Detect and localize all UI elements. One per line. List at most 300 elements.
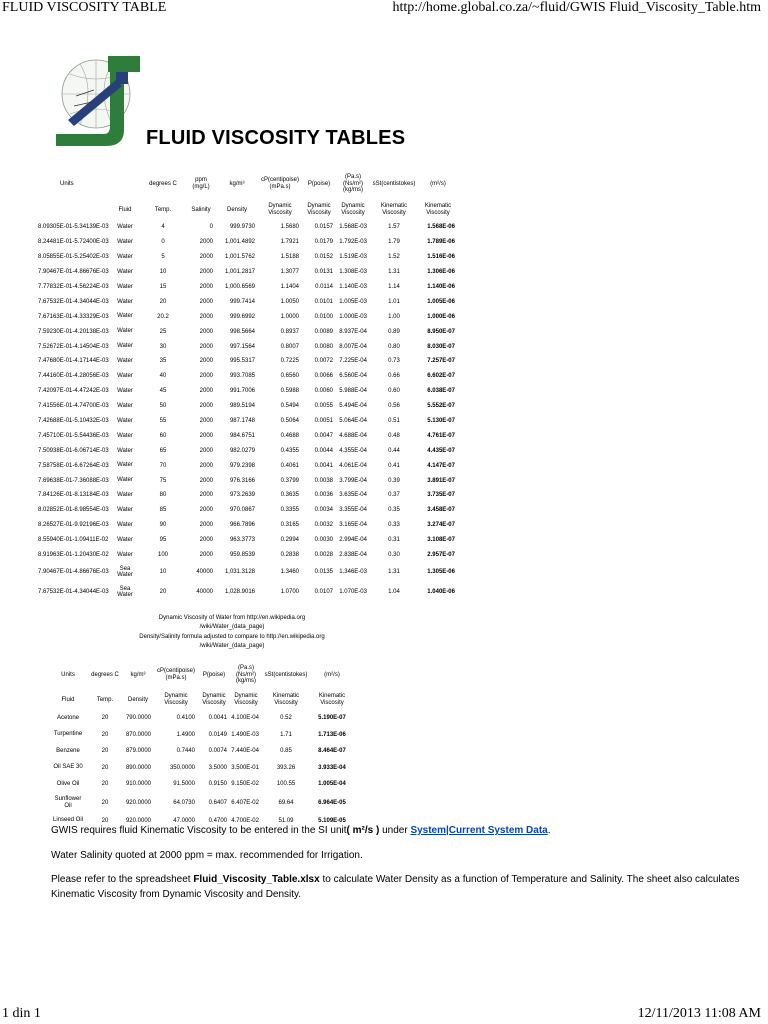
- table-cell: Olive Oil: [56, 780, 80, 787]
- table-cell: 1.57: [388, 224, 400, 231]
- table-cell: 0.3355: [280, 507, 299, 514]
- table-cell: 2000: [199, 403, 213, 410]
- table-cell: Sea Water: [117, 565, 133, 579]
- table-cell: 991.7006: [229, 388, 255, 395]
- table-cell: 0.80: [388, 343, 400, 350]
- table-cell: 2000: [199, 552, 213, 559]
- col-header: P(poise): [307, 180, 331, 187]
- col-header: Temp.: [154, 206, 172, 213]
- table-row: [48, 760, 354, 777]
- print-header: [0, 0, 768, 20]
- table-cell: 4.355E-04: [339, 447, 367, 454]
- table-cell: 0.8007: [280, 343, 299, 350]
- table-cell: 2000: [199, 432, 213, 439]
- table-cell: 5.988E-04: [339, 388, 367, 395]
- table-cell: Sunflower Oil: [54, 795, 82, 809]
- para-text: GWIS requires fluid Kinematic Viscosity to be entered in the SI unit: [51, 825, 347, 836]
- table-cell: Water: [117, 462, 133, 469]
- table-cell: 3.799E-04: [339, 477, 367, 484]
- water-viscosity-table: [38, 168, 458, 602]
- table-cell: 2000: [199, 477, 213, 484]
- si-unit-paragraph: [51, 823, 751, 838]
- table-cell: 7.52672E-01-4.14504E-03: [38, 343, 109, 350]
- table-cell: 0.0051: [314, 418, 333, 425]
- table-cell: 0: [161, 239, 165, 246]
- table-cell: 8.030E-07: [427, 343, 455, 350]
- table-cell: 970.0867: [229, 507, 255, 514]
- table-row: [38, 265, 458, 280]
- table-cell: 2000: [199, 418, 213, 425]
- table-cell: 20: [101, 817, 109, 824]
- table-cell: 20: [101, 781, 109, 788]
- table-cell: 0.0131: [314, 269, 333, 276]
- table-cell: 0.0080: [314, 343, 333, 350]
- table-cell: 979.2398: [229, 462, 255, 469]
- table-cell: 1.04: [388, 589, 400, 596]
- table-cell: 959.8539: [229, 552, 255, 559]
- table-row: [48, 793, 354, 813]
- table-row: [38, 582, 458, 602]
- col-header: cP(centipoise) (mPa.s): [260, 177, 299, 190]
- col-header: Fluid: [118, 206, 132, 213]
- table-cell: 0: [209, 224, 213, 231]
- table-cell: 4.100E-04: [231, 715, 259, 722]
- table-row: [38, 339, 458, 354]
- table-cell: 0.0157: [314, 224, 333, 231]
- table-row: [48, 727, 354, 744]
- table-cell: 1.346E-03: [339, 569, 367, 576]
- table-cell: 0.0032: [314, 522, 333, 529]
- col-header: Temp.: [96, 696, 114, 703]
- table-cell: 0.41: [388, 462, 400, 469]
- table-cell: 20: [101, 748, 109, 755]
- table-cell: 5.064E-04: [339, 418, 367, 425]
- fluids-viscosity-table: [48, 660, 354, 829]
- table-cell: Water: [117, 328, 133, 335]
- table-cell: 2000: [199, 358, 213, 365]
- table-cell: 40000: [196, 589, 213, 596]
- table-cell: 1.005E-06: [427, 298, 455, 305]
- table-cell: 2.957E-07: [427, 552, 455, 559]
- table-cell: 6.407E-02: [231, 799, 259, 806]
- table-cell: 7.47680E-01-4.17144E-03: [38, 358, 109, 365]
- table-cell: 3.5000: [208, 764, 227, 771]
- table-cell: 8.007E-04: [339, 343, 367, 350]
- col-header: (Pa.s) (Ns/m²) (kg/ms): [343, 173, 363, 194]
- table-cell: 0.0089: [314, 328, 333, 335]
- table-cell: 7.50938E-01-6.06714E-03: [38, 447, 109, 454]
- table-cell: 0.66: [388, 373, 400, 380]
- table-cell: Water: [117, 477, 133, 484]
- table-cell: 2.838E-04: [339, 552, 367, 559]
- table-cell: 0.35: [388, 507, 400, 514]
- units-header: Units: [60, 180, 74, 187]
- table-cell: 0.5988: [280, 388, 299, 395]
- table-cell: 989.5194: [229, 403, 255, 410]
- table-cell: 4.435E-07: [427, 447, 455, 454]
- table-cell: 0.48: [388, 432, 400, 439]
- table-cell: 2000: [199, 284, 213, 290]
- table-cell: Water: [117, 387, 133, 394]
- table-cell: 0.85: [280, 748, 292, 755]
- label-row: [48, 690, 354, 710]
- table-cell: 0.37: [388, 492, 400, 499]
- note-line: /wiki/Water_(data_page): [199, 624, 265, 631]
- table-cell: 4.700E-02: [231, 817, 259, 824]
- col-header: Dynamic Viscosity: [268, 203, 292, 216]
- table-cell: 1.040E-06: [427, 589, 455, 596]
- table-cell: 4.761E-07: [427, 432, 455, 439]
- table-cell: 1,001.4892: [224, 239, 255, 246]
- table-cell: 963.3773: [229, 537, 255, 544]
- table-cell: 0.52: [280, 715, 292, 722]
- col-header: (Pa.s) (Ns/m²) (kg/ms): [236, 664, 256, 685]
- table-cell: 910.0000: [125, 781, 151, 788]
- table-cell: 15: [159, 284, 167, 290]
- table-cell: Water: [117, 551, 133, 558]
- table-cell: 100.55: [276, 781, 296, 788]
- table-cell: 8.91963E-01-1.20430E-02: [38, 552, 109, 559]
- table-row: [38, 309, 458, 324]
- table-cell: 3.735E-07: [427, 492, 455, 499]
- table-cell: 7.58758E-01-6.67264E-03: [38, 462, 109, 469]
- col-header: Density: [127, 696, 148, 703]
- table-cell: 1.01: [388, 298, 400, 305]
- table-cell: 1.005E-03: [339, 298, 367, 305]
- table-cell: Water: [117, 521, 133, 528]
- table-cell: 8.02852E-01-8.98554E-03: [38, 507, 109, 514]
- salinity-paragraph: Water Salinity quoted at 2000 ppm = max. recommended for Irrigation.: [51, 850, 363, 861]
- table-cell: 973.2639: [229, 492, 255, 499]
- table-cell: 5: [161, 254, 165, 261]
- units-row: [48, 660, 354, 690]
- table-row: [38, 458, 458, 473]
- table-cell: Water: [117, 402, 133, 409]
- table-cell: 0.31: [388, 537, 400, 544]
- table-row: [38, 250, 458, 265]
- table-cell: 0.0135: [314, 569, 333, 576]
- table-cell: Water: [117, 343, 133, 350]
- table-cell: 4.147E-07: [427, 462, 455, 469]
- table-row: [38, 399, 458, 414]
- table-cell: Oil SAE 30: [53, 764, 83, 771]
- table-cell: 999.7414: [229, 298, 255, 305]
- table-cell: 70: [159, 462, 167, 469]
- table-cell: 5.552E-07: [427, 403, 455, 410]
- table-cell: 0.39: [388, 477, 400, 484]
- table-cell: Water: [117, 253, 133, 260]
- table-cell: 0.0034: [314, 507, 333, 514]
- col-header: P(poise): [202, 671, 226, 678]
- table-cell: 7.69638E-01-7.36088E-03: [38, 477, 109, 484]
- table-cell: 8.09305E-01-5.34139E-03: [38, 224, 109, 231]
- table-cell: 0.0152: [314, 254, 333, 261]
- col-header: Units: [61, 671, 75, 678]
- table-cell: 1.005E-04: [318, 781, 346, 788]
- table-cell: 0.7440: [176, 748, 195, 755]
- table-cell: 2.994E-04: [339, 537, 367, 544]
- table-cell: 20: [101, 715, 109, 722]
- table-cell: 3.458E-07: [427, 507, 455, 514]
- table-cell: 8.26527E-01-9.92196E-03: [38, 522, 109, 529]
- note-line: Dynamic Viscosity of Water from http://en.wikipedia.org: [158, 615, 306, 621]
- table-cell: 1.792E-03: [339, 239, 367, 246]
- table-cell: 20: [159, 298, 167, 305]
- table-cell: Water: [117, 239, 133, 246]
- table-cell: 64.0730: [173, 799, 195, 806]
- table-cell: 890.0000: [125, 764, 151, 771]
- table-cell: 30: [159, 343, 167, 350]
- table-cell: Water: [117, 283, 133, 290]
- table-cell: 2000: [199, 343, 213, 350]
- table-cell: 20.2: [157, 313, 169, 320]
- col-header: degrees C: [91, 671, 119, 678]
- table-cell: 4.061E-04: [339, 462, 367, 469]
- table-cell: Water: [117, 447, 133, 454]
- table-cell: 0.0074: [208, 748, 227, 755]
- table-cell: 1.5188: [280, 254, 299, 261]
- units-row: [38, 168, 458, 200]
- table-cell: 2000: [199, 522, 213, 529]
- table-cell: 0.4061: [280, 462, 299, 469]
- table-cell: 0.2994: [280, 537, 299, 544]
- table-cell: 0.0100: [314, 313, 333, 320]
- table-row: [38, 280, 458, 295]
- table-cell: 1.0000: [280, 313, 299, 320]
- table-cell: 1.7921: [280, 239, 299, 246]
- col-header: Kinematic Viscosity: [318, 693, 346, 706]
- table-cell: 95: [159, 537, 167, 544]
- para-text: to calculate Water Density as a function of Temperature and Salinity. The sheet also calculates Kinematic Viscosity from Dynamic Viscosity and Density.: [51, 874, 740, 900]
- table-cell: 100: [157, 552, 168, 559]
- table-cell: 0.73: [388, 358, 400, 365]
- table-cell: 0.0036: [314, 492, 333, 499]
- table-cell: 7.41556E-01-4.74700E-03: [38, 403, 109, 410]
- table-cell: 40000: [196, 569, 213, 576]
- col-header: kg/m³: [229, 180, 245, 187]
- col-header: Dynamic Viscosity: [307, 203, 331, 216]
- table-cell: 0.0072: [314, 358, 333, 365]
- table-cell: 35: [159, 358, 167, 365]
- table-cell: 6.560E-04: [339, 373, 367, 380]
- table-cell: 7.45710E-01-5.54436E-03: [38, 432, 109, 439]
- table-cell: 51.09: [278, 817, 294, 824]
- table-cell: 90: [159, 522, 167, 529]
- col-header: cP(centipoise) (mPa.s): [156, 668, 195, 681]
- table-cell: 3.274E-07: [427, 522, 455, 529]
- system-data-link[interactable]: System|Current System Data: [410, 825, 548, 836]
- table-cell: 10: [159, 569, 167, 576]
- table-row: [38, 473, 458, 488]
- table-row: [38, 384, 458, 399]
- col-header: Fluid: [61, 696, 75, 703]
- spreadsheet-filename: Fluid_Viscosity_Table.xlsx: [193, 874, 320, 885]
- table-cell: 1.490E-03: [231, 731, 259, 738]
- table-cell: 995.5317: [229, 358, 255, 365]
- table-cell: 3.891E-07: [427, 477, 455, 484]
- table-cell: 8.05855E-01-5.25402E-03: [38, 254, 109, 261]
- table-cell: 1.31: [388, 569, 400, 576]
- table-cell: 0.0060: [314, 388, 333, 395]
- table-cell: 1.3460: [280, 569, 299, 576]
- table-cell: Water: [117, 298, 133, 305]
- table-cell: 879.0000: [125, 748, 151, 755]
- col-header: Dynamic Viscosity: [202, 693, 226, 706]
- table-cell: 0.0066: [314, 373, 333, 380]
- table-cell: 3.165E-04: [339, 522, 367, 529]
- table-cell: 7.257E-07: [427, 358, 455, 365]
- table-row: [38, 443, 458, 458]
- table-cell: 65: [159, 447, 167, 454]
- table-cell: 3.500E-01: [231, 764, 259, 771]
- table-cell: 20: [101, 764, 109, 771]
- table-cell: 2000: [199, 492, 213, 499]
- table-cell: 0.60: [388, 388, 400, 395]
- table-cell: 7.84126E-01-8.13184E-03: [38, 492, 109, 499]
- table-cell: 0.7225: [280, 358, 299, 365]
- table-cell: 1.140E-06: [427, 284, 455, 290]
- header-title: FLUID VISCOSITY TABLE: [2, 0, 167, 15]
- table-cell: 1.789E-06: [427, 239, 455, 246]
- col-header: Kinematic Viscosity: [272, 693, 300, 706]
- table-cell: Water: [117, 432, 133, 439]
- table-cell: Water: [117, 536, 133, 543]
- table-cell: 20: [159, 589, 167, 596]
- table-cell: 1.308E-03: [339, 269, 367, 276]
- table-cell: 40: [159, 373, 167, 380]
- table-row: [38, 428, 458, 443]
- table-cell: 0.4688: [280, 432, 299, 439]
- table-cell: 5.109E-05: [318, 817, 346, 824]
- table-cell: 3.355E-04: [339, 507, 367, 514]
- table-cell: 2000: [199, 507, 213, 514]
- table-cell: 0.4355: [280, 447, 299, 454]
- table-cell: 0.9150: [208, 781, 227, 788]
- table-cell: 393.26: [276, 764, 296, 771]
- col-header: (m²/s): [324, 671, 340, 678]
- table-cell: 2000: [199, 462, 213, 469]
- page-title: FLUID VISCOSITY TABLES: [146, 127, 406, 149]
- table-cell: 1.0050: [280, 298, 299, 305]
- table-cell: 1.070E-03: [339, 589, 367, 596]
- table-row: [38, 294, 458, 309]
- table-cell: 1.140E-03: [339, 284, 367, 290]
- col-header: kg/m³: [130, 671, 146, 678]
- table-cell: 0.8937: [280, 328, 299, 335]
- table-cell: 350.0000: [169, 764, 195, 771]
- col-header: degrees C: [149, 180, 177, 187]
- print-datetime: 12/11/2013 11:08 AM: [637, 1006, 761, 1021]
- para-text: under: [379, 825, 411, 836]
- table-cell: 1.0700: [280, 589, 299, 596]
- table-cell: 6.602E-07: [427, 373, 455, 380]
- table-row: [48, 743, 354, 760]
- table-cell: 85: [159, 507, 167, 514]
- col-header: ppm (mg/L): [192, 177, 210, 190]
- source-notes: [110, 614, 354, 651]
- table-row: [48, 776, 354, 793]
- table-cell: 0.30: [388, 552, 400, 559]
- table-cell: 0.0030: [314, 537, 333, 544]
- table-cell: 75: [159, 477, 167, 484]
- table-row: [48, 710, 354, 727]
- table-cell: 7.44160E-01-4.28056E-03: [38, 373, 109, 380]
- col-header: Dynamic Viscosity: [164, 693, 188, 706]
- table-cell: 987.1748: [229, 418, 255, 425]
- table-cell: 920.0000: [125, 799, 151, 806]
- table-cell: Water: [117, 313, 133, 320]
- table-cell: 7.59230E-01-4.20138E-03: [38, 328, 109, 335]
- table-cell: 8.24481E-01-5.72400E-03: [38, 239, 109, 246]
- table-cell: 7.440E-04: [231, 748, 259, 755]
- table-cell: 2000: [199, 328, 213, 335]
- table-cell: 870.0000: [125, 731, 151, 738]
- table-row: [38, 235, 458, 250]
- table-cell: 0.0028: [314, 552, 333, 559]
- table-cell: 0.51: [388, 418, 400, 425]
- table-cell: 1.79: [388, 239, 400, 246]
- table-cell: 1.568E-03: [339, 224, 367, 231]
- table-cell: 25: [159, 328, 167, 335]
- table-cell: 982.0279: [229, 447, 255, 454]
- table-cell: 0.6560: [280, 373, 299, 380]
- table-cell: Water: [117, 358, 133, 365]
- table-cell: 50: [159, 403, 167, 410]
- table-cell: 3.933E-04: [318, 764, 346, 771]
- table-cell: 0.0055: [314, 403, 333, 410]
- table-cell: Turpentine: [53, 731, 83, 738]
- table-cell: 1.4900: [176, 731, 195, 738]
- col-header: Salinity: [191, 206, 211, 213]
- table-cell: Water: [117, 417, 133, 424]
- table-cell: 1,000.6569: [224, 284, 255, 290]
- table-cell: 976.3166: [229, 477, 255, 484]
- table-cell: 2000: [199, 388, 213, 395]
- table-cell: 7.67163E-01-4.33329E-03: [38, 313, 109, 320]
- table-cell: 0.5494: [280, 403, 299, 410]
- table-cell: 45: [159, 388, 167, 395]
- note-line: /wiki/Water_(data_page): [199, 642, 265, 649]
- table-cell: 2000: [199, 447, 213, 454]
- table-cell: 966.7896: [229, 522, 255, 529]
- table-cell: 1.568E-06: [427, 224, 455, 231]
- table-cell: 1.305E-06: [427, 569, 455, 576]
- table-cell: 0.4100: [176, 715, 195, 722]
- table-cell: 998.5664: [229, 328, 255, 335]
- table-cell: 0.0149: [208, 731, 227, 738]
- table-cell: 1.5680: [280, 224, 299, 231]
- table-row: [38, 503, 458, 518]
- table-cell: 993.7085: [229, 373, 255, 380]
- table-cell: 1,001.2817: [224, 269, 255, 276]
- table-cell: 790.0000: [125, 715, 151, 722]
- table-cell: 0.3799: [280, 477, 299, 484]
- table-row: [38, 414, 458, 429]
- table-cell: 6.038E-07: [427, 388, 455, 395]
- table-row: [38, 488, 458, 503]
- table-cell: 4.688E-04: [339, 432, 367, 439]
- table-cell: 9.150E-02: [231, 781, 259, 788]
- table-cell: 0.0041: [208, 715, 227, 722]
- table-cell: 2000: [199, 313, 213, 320]
- table-cell: 4: [161, 224, 165, 231]
- unit-text: ( m²/s ): [346, 825, 380, 836]
- table-cell: 5.130E-07: [427, 418, 455, 425]
- table-cell: 2000: [199, 239, 213, 246]
- col-header: sSt(centistokes): [264, 671, 308, 678]
- table-cell: 1.3077: [280, 269, 299, 276]
- table-cell: 0.4700: [208, 817, 227, 824]
